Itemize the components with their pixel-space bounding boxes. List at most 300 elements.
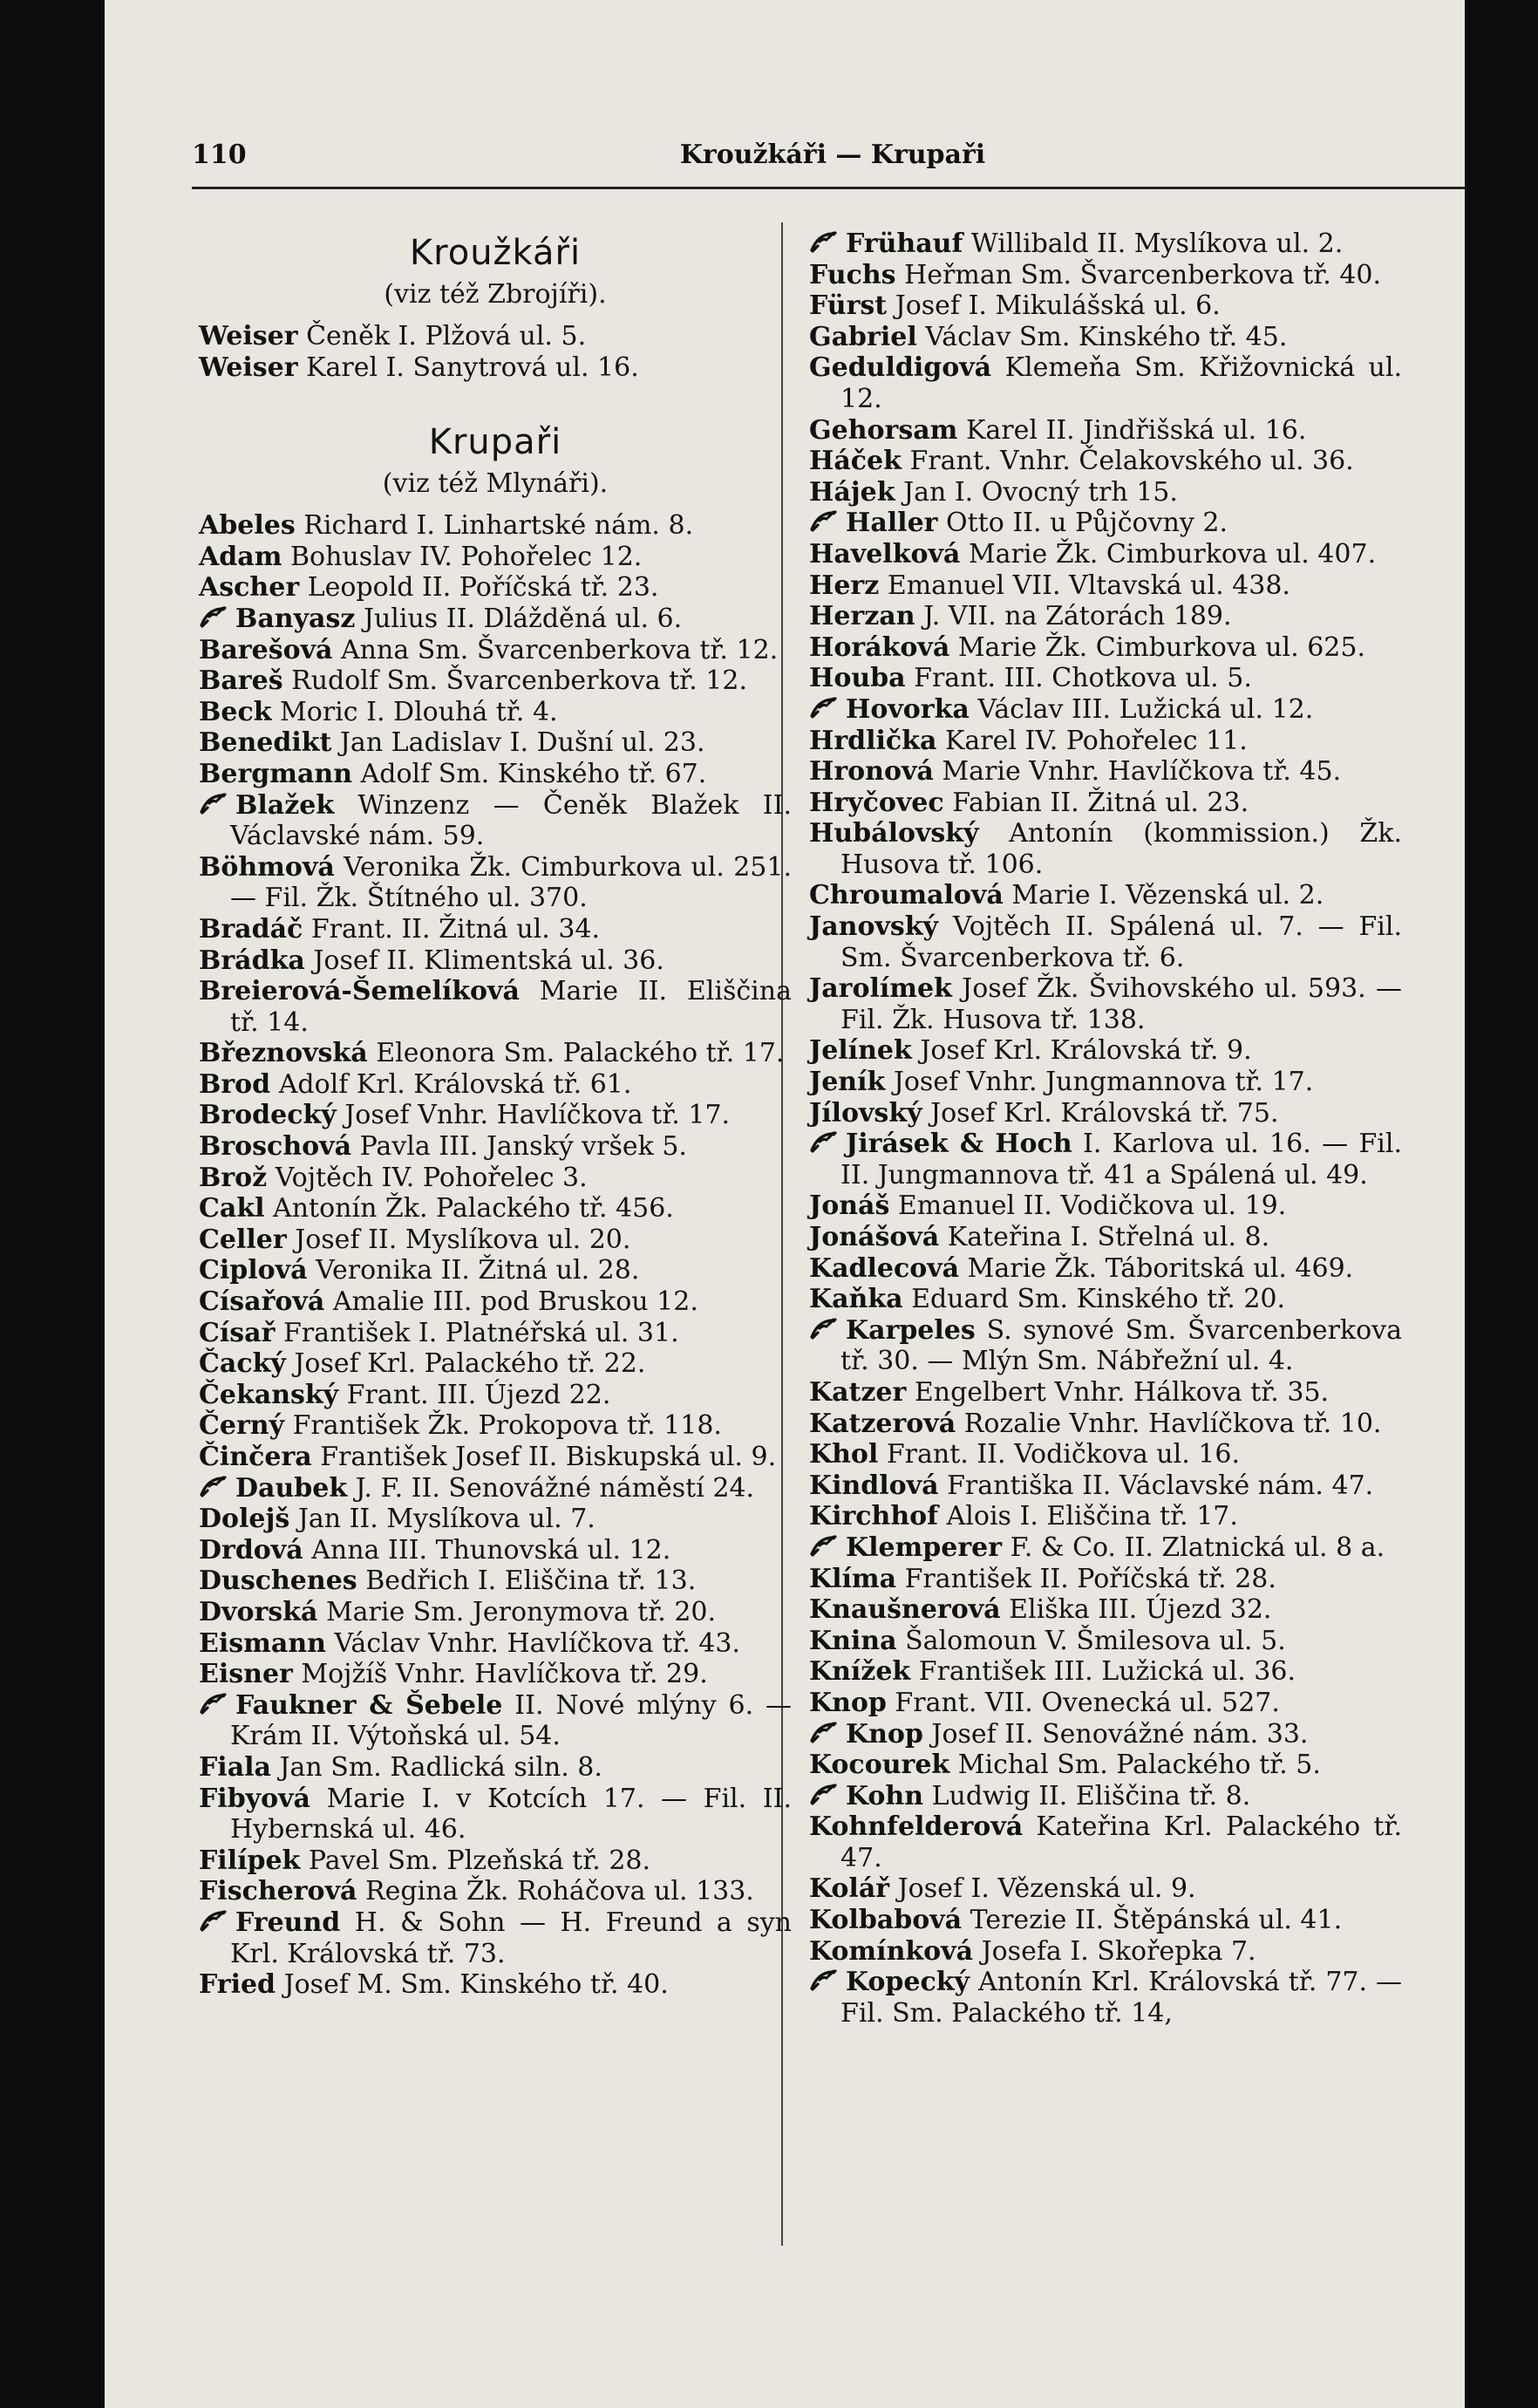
entry-name: Březnovská: [199, 1038, 368, 1069]
entry-name: Hovorka: [846, 693, 970, 725]
entry-name: Bergmann: [199, 758, 353, 789]
entry-name: Kirchhof: [809, 1501, 939, 1532]
entry-name: Hájek: [809, 476, 895, 508]
entry-address: Emanuel II. Vodičkova ul. 19.: [897, 1190, 1287, 1222]
entry-name: Kolář: [809, 1873, 890, 1905]
directory-entry: [199, 1255, 792, 1286]
entry-name: Geduldigová: [809, 352, 992, 384]
directory-entry: [199, 1535, 792, 1566]
telephone-icon: [199, 606, 228, 629]
entry-name: Herzan: [809, 601, 915, 632]
entry-address: Adolf Krl. Královská tř. 61.: [278, 1068, 632, 1100]
entry-name: Gabriel: [809, 321, 917, 352]
directory-entry: [809, 415, 1402, 447]
entry-address: H. & Sohn — H. Freund a syn Krl. Královská tř. 73.: [230, 1907, 792, 1969]
entry-name: Jonášová: [809, 1222, 940, 1252]
entry-name: Broschová: [199, 1131, 352, 1163]
entry-name: Fried: [199, 1969, 276, 2001]
entry-address: Ludwig II. Eliščina tř. 8.: [931, 1780, 1251, 1811]
right-column: [809, 229, 1402, 2029]
entry-address: Josef M. Sm. Kinského tř. 40.: [283, 1969, 669, 2001]
directory-entry: [809, 1750, 1402, 1781]
entry-address: Čeněk I. Plžová ul. 5.: [306, 321, 587, 351]
directory-entry: [809, 1253, 1402, 1285]
entry-address: Antonín Krl. Královská tř. 77. — Fil. Sm. Palackého tř. 14,: [840, 1967, 1402, 2029]
entry-address: Julius II. Dlážděná ul. 6.: [363, 603, 683, 634]
directory-entry: [199, 510, 792, 542]
directory-entry: [809, 1719, 1402, 1750]
entry-name: Brož: [199, 1162, 268, 1193]
left-column: [199, 229, 792, 2001]
entry-name: Chroumalová: [809, 880, 1004, 911]
entry-list-krouzkari: [199, 321, 792, 383]
directory-entry: [199, 759, 792, 790]
directory-entry: [199, 1038, 792, 1069]
entry-name: Dolejš: [199, 1504, 290, 1535]
directory-entry: [199, 1690, 792, 1752]
entry-name: Jílovský: [809, 1097, 922, 1129]
directory-entry: [199, 914, 792, 945]
directory-entry: [199, 635, 792, 666]
header-rule: [192, 187, 1465, 189]
entry-address: Marie I. Vězenská ul. 2.: [1011, 880, 1324, 911]
directory-entry: [809, 1532, 1402, 1564]
entry-address: Josef II. Klimentská ul. 36.: [313, 945, 664, 976]
entry-name: Brod: [199, 1068, 271, 1100]
directory-entry: [809, 756, 1402, 788]
entry-address: Vojtěch IV. Pohořelec 3.: [275, 1162, 588, 1193]
entry-name: Brodecký: [199, 1100, 337, 1131]
entry-address: Karel I. Sanytrová ul. 16.: [306, 351, 639, 383]
entry-address: Adolf Sm. Kinského tř. 67.: [360, 758, 707, 789]
directory-entry: [199, 697, 792, 728]
telephone-icon: [809, 510, 839, 533]
entry-name: Katzerová: [809, 1408, 956, 1439]
entry-address: Josef Žk. Švihovského ul. 593. — Fil. Žk. Husova tř. 138.: [840, 973, 1402, 1035]
entry-name: Jirásek & Hoch: [846, 1129, 1072, 1160]
directory-entry: [809, 229, 1402, 260]
entry-name: Freund: [235, 1907, 341, 1938]
entry-name: Kadlecová: [809, 1252, 960, 1284]
entry-name: Janovský: [809, 911, 938, 943]
directory-entry: [809, 1409, 1402, 1440]
entry-address: Otto II. u Půjčovny 2.: [946, 508, 1228, 539]
directory-entry: [199, 852, 792, 914]
entry-name: Čacký: [199, 1348, 286, 1380]
entry-address: Regina Žk. Roháčova ul. 133.: [364, 1876, 754, 1907]
entry-address: Emanuel VII. Vltavská ul. 438.: [887, 570, 1290, 601]
entry-address: Františka II. Václavské nám. 47.: [947, 1470, 1374, 1501]
entry-name: Fuchs: [809, 259, 896, 290]
directory-entry: [809, 601, 1402, 632]
directory-entry: [199, 976, 792, 1038]
telephone-icon: [199, 1476, 228, 1498]
directory-entry: [809, 788, 1402, 819]
directory-entry: [809, 1626, 1402, 1657]
entry-name: Jonáš: [809, 1190, 890, 1222]
entry-address: Anna Sm. Švarcenberkova tř. 12.: [341, 634, 779, 665]
entry-address: Frant. II. Žitná ul. 34.: [310, 913, 601, 945]
directory-entry: [199, 1069, 792, 1101]
entry-name: Hryčovec: [809, 787, 944, 818]
entry-name: Benedikt: [199, 727, 332, 759]
entry-name: Celler: [199, 1224, 287, 1255]
entry-address: Jan Sm. Radlická siln. 8.: [279, 1751, 602, 1783]
directory-entry: [199, 1100, 792, 1131]
directory-entry: [809, 1688, 1402, 1719]
directory-entry: [199, 1876, 792, 1907]
directory-entry: [199, 1659, 792, 1690]
entry-address: Antonín (kommission.) Žk. Husova tř. 106.: [840, 818, 1402, 880]
telephone-icon: [809, 1784, 839, 1806]
entry-name: Knížek: [809, 1656, 911, 1688]
entry-name: Kolbabová: [809, 1905, 963, 1936]
entry-name: Gehorsam: [809, 414, 958, 446]
entry-name: Kocourek: [809, 1750, 950, 1781]
entry-address: I. Karlova ul. 16. — Fil. II. Jungmannova tř. 41 a Spálená ul. 49.: [840, 1129, 1402, 1190]
directory-entry: [809, 1284, 1402, 1315]
telephone-icon: [809, 1131, 839, 1154]
section-note-krouzkari: (viz též Zbrojíři).: [384, 279, 607, 310]
directory-entry: [199, 1845, 792, 1877]
section-note-krupari: (viz též Mlynáři).: [382, 468, 609, 500]
entry-address: Terezie II. Štěpánská ul. 41.: [970, 1905, 1343, 1936]
directory-entry: [809, 1811, 1402, 1873]
directory-entry: [809, 1781, 1402, 1812]
page-header: [192, 140, 1465, 183]
directory-entry: [199, 1566, 792, 1597]
entry-name: Breierová-Šemelíková: [199, 976, 520, 1007]
entry-name: Ciplová: [199, 1255, 308, 1286]
entry-address: Jan Ladislav I. Dušní ul. 23.: [339, 727, 705, 759]
entry-name: Böhmová: [199, 851, 335, 883]
directory-entry: [809, 1873, 1402, 1905]
directory-entry: [809, 446, 1402, 477]
directory-entry: [199, 790, 792, 852]
directory-entry: [199, 1163, 792, 1194]
directory-entry: [809, 818, 1402, 880]
entry-name: Kindlová: [809, 1470, 939, 1501]
directory-entry: [809, 260, 1402, 291]
directory-entry: [809, 1377, 1402, 1409]
entry-address: František I. Platnéřská ul. 31.: [282, 1317, 679, 1348]
entry-address: Pavla III. Janský vršek 5.: [359, 1131, 687, 1163]
entry-name: Abeles: [199, 510, 296, 542]
directory-entry: [809, 880, 1402, 911]
directory-entry: [199, 1597, 792, 1628]
entry-name: Jeník: [809, 1067, 886, 1098]
directory-entry: [199, 665, 792, 697]
entry-name: Blažek: [235, 789, 335, 821]
entry-name: Činčera: [199, 1442, 312, 1472]
directory-entry: [199, 1752, 792, 1784]
directory-entry: [809, 1222, 1402, 1253]
entry-name: Fiala: [199, 1751, 271, 1783]
entry-name: Dvorská: [199, 1596, 318, 1627]
entry-address: Alois I. Eliščina tř. 17.: [946, 1501, 1238, 1532]
entry-name: Knaušnerová: [809, 1594, 1001, 1626]
directory-entry: [199, 1473, 792, 1504]
directory-entry: [199, 352, 792, 384]
entry-name: Jarolímek: [809, 973, 952, 1005]
entry-address: Marie Žk. Cimburkova ul. 407.: [968, 538, 1377, 570]
entry-name: Brádka: [199, 945, 305, 976]
directory-entry: [199, 1131, 792, 1163]
page: [105, 0, 1465, 2408]
directory-entry: [199, 542, 792, 573]
directory-entry: [199, 1442, 792, 1473]
telephone-icon: [809, 1535, 839, 1558]
entry-address: Josef Krl. Královská tř. 75.: [930, 1097, 1279, 1129]
entry-address: Josef Krl. Palackého tř. 22.: [294, 1348, 646, 1380]
entry-name: Hubálovský: [809, 818, 979, 849]
directory-entry: [809, 973, 1402, 1035]
entry-name: Duschenes: [199, 1566, 357, 1597]
entry-name: Kohnfelderová: [809, 1811, 1024, 1843]
directory-entry: [199, 1193, 792, 1224]
entry-name: Khol: [809, 1439, 879, 1470]
telephone-icon: [809, 1722, 839, 1744]
entry-name: Háček: [809, 446, 902, 477]
directory-entry: [809, 570, 1402, 602]
directory-entry: [809, 1470, 1402, 1502]
entry-address: Mojžíš Vnhr. Havlíčkova tř. 29.: [301, 1659, 708, 1690]
entry-address: Moric I. Dlouhá tř. 4.: [280, 696, 558, 727]
entry-name: Eisner: [199, 1659, 293, 1690]
entry-name: Karpeles: [846, 1314, 976, 1346]
entry-address: Willibald II. Myslíkova ul. 2.: [970, 229, 1344, 259]
telephone-icon: [199, 1693, 228, 1716]
entry-address: Josef Krl. Královská tř. 9.: [920, 1035, 1252, 1067]
entry-address: Klemeňa Sm. Křižovnická ul. 12.: [840, 352, 1402, 414]
entry-name: Katzer: [809, 1376, 907, 1408]
directory-entry: [199, 1380, 792, 1411]
directory-entry: [809, 1936, 1402, 1968]
directory-entry: [809, 322, 1402, 353]
entry-address: Josef Vnhr. Jungmannova tř. 17.: [893, 1067, 1314, 1098]
directory-entry: [199, 1348, 792, 1380]
directory-entry: [809, 1594, 1402, 1626]
entry-name: Knina: [809, 1625, 897, 1656]
entry-list-krupari: [199, 510, 792, 2001]
entry-name: Haller: [846, 508, 938, 539]
directory-entry: [809, 508, 1402, 539]
directory-entry: [809, 1098, 1402, 1129]
directory-entry: [809, 911, 1402, 973]
entry-address: Kateřina I. Střelná ul. 8.: [947, 1222, 1270, 1252]
directory-entry: [199, 572, 792, 604]
entry-address: Eleonora Sm. Palackého tř. 17.: [376, 1038, 785, 1069]
entry-name: Weiser: [199, 321, 298, 351]
entry-address: Fabian II. Žitná ul. 23.: [952, 787, 1249, 818]
entry-address: Josef Vnhr. Havlíčkova tř. 17.: [344, 1100, 731, 1131]
entry-address: František III. Lužická ul. 36.: [918, 1656, 1296, 1688]
entry-address: Veronika Žk. Cimburkova ul. 251. — Fil. Žk. Štítného ul. 370.: [230, 851, 792, 914]
directory-entry: [199, 1907, 792, 1969]
entry-name: Barešová: [199, 634, 333, 665]
directory-entry: [809, 1439, 1402, 1470]
directory-entry: [199, 321, 792, 352]
entry-name: Hronová: [809, 756, 934, 788]
telephone-icon: [809, 1969, 839, 1992]
entry-address: Winzenz — Čeněk Blažek II. Václavské nám. 59.: [230, 789, 792, 852]
directory-entry: [199, 1224, 792, 1256]
directory-entry: [809, 1190, 1402, 1222]
directory-entry: [809, 290, 1402, 322]
entry-address: Marie Žk. Táboritská ul. 469.: [967, 1252, 1354, 1284]
entry-name: Daubek: [235, 1472, 348, 1504]
directory-entry: [809, 1035, 1402, 1067]
entry-address: Richard I. Linhartské nám. 8.: [303, 510, 694, 542]
telephone-icon: [809, 1318, 839, 1340]
entry-address: Frant. III. Chotkova ul. 5.: [914, 663, 1252, 694]
entry-address: Pavel Sm. Plzeňská tř. 28.: [308, 1845, 651, 1876]
entry-address: Kateřina Krl. Palackého tř. 47.: [840, 1811, 1402, 1873]
directory-entry: [809, 539, 1402, 570]
entry-address: František Žk. Prokopova tř. 118.: [292, 1410, 722, 1442]
entry-address: Josef I. Mikulášská ul. 6.: [895, 290, 1221, 322]
directory-entry: [199, 1504, 792, 1535]
entry-name: Císař: [199, 1317, 276, 1348]
telephone-icon: [199, 793, 228, 815]
entry-name: Drdová: [199, 1534, 303, 1566]
entry-list-right: [809, 229, 1402, 2029]
entry-name: Cakl: [199, 1193, 265, 1224]
entry-address: Engelbert Vnhr. Hálkova tř. 35.: [914, 1376, 1330, 1408]
entry-name: Knop: [846, 1718, 923, 1750]
directory-entry: [199, 1784, 792, 1845]
directory-entry: [809, 1501, 1402, 1532]
entry-name: Klemperer: [846, 1531, 1003, 1563]
entry-address: Karel II. Jindřišská ul. 16.: [965, 414, 1307, 446]
entry-address: Marie II. Eliščina tř. 14.: [230, 976, 792, 1038]
directory-entry: [809, 726, 1402, 757]
directory-entry: [809, 663, 1402, 694]
entry-name: Filípek: [199, 1845, 301, 1876]
directory-entry: [809, 1129, 1402, 1190]
directory-entry: [809, 1564, 1402, 1595]
telephone-icon: [809, 697, 839, 720]
entry-name: Čekanský: [199, 1379, 339, 1410]
directory-entry: [809, 1967, 1402, 2029]
directory-entry: [199, 604, 792, 635]
entry-address: Eliška III. Újezd 32.: [1009, 1594, 1272, 1626]
entry-address: Rozalie Vnhr. Havlíčkova tř. 10.: [963, 1408, 1382, 1439]
entry-address: Šalomoun V. Šmilesova ul. 5.: [905, 1625, 1286, 1656]
entry-name: Kohn: [846, 1780, 924, 1811]
entry-address: Bohuslav IV. Pohořelec 12.: [289, 541, 643, 572]
entry-name: Fibyová: [199, 1783, 310, 1814]
entry-name: Císařová: [199, 1286, 325, 1318]
entry-name: Faukner & Šebele: [235, 1689, 503, 1721]
directory-entry: [199, 1318, 792, 1349]
entry-address: Josef I. Vězenská ul. 9.: [897, 1873, 1196, 1905]
entry-address: Leopold II. Poříčská tř. 23.: [307, 572, 659, 604]
entry-address: Vojtěch II. Spálená ul. 7. — Fil. Sm. Švarcenberkova tř. 6.: [840, 911, 1402, 973]
entry-name: Banyasz: [235, 603, 356, 634]
entry-name: Komínková: [809, 1935, 974, 1967]
entry-name: Hrdlička: [809, 725, 937, 756]
entry-address: Antonín Žk. Palackého tř. 456.: [273, 1193, 674, 1224]
entry-name: Bradáč: [199, 913, 303, 945]
directory-entry: [199, 1410, 792, 1442]
entry-name: Ascher: [199, 572, 300, 604]
entry-name: Fischerová: [199, 1876, 357, 1907]
entry-address: J. F. II. Senovážné náměstí 24.: [355, 1472, 755, 1504]
entry-name: Adam: [199, 541, 282, 572]
entry-name: Jelínek: [809, 1035, 912, 1067]
entry-address: Václav Sm. Kinského tř. 45.: [925, 321, 1288, 352]
entry-name: Eismann: [199, 1627, 326, 1659]
entry-address: Eduard Sm. Kinského tř. 20.: [911, 1284, 1286, 1315]
entry-address: Václav Vnhr. Havlíčkova tř. 43.: [334, 1627, 740, 1659]
directory-entry: [809, 632, 1402, 664]
entry-address: Heřman Sm. Švarcenberkova tř. 40.: [904, 259, 1382, 290]
section-title-krupari: Krupaři: [428, 422, 562, 463]
page-number: 110: [192, 140, 247, 170]
entry-address: Marie Sm. Jeronymova tř. 20.: [325, 1596, 717, 1627]
entry-address: Frant. III. Újezd 22.: [346, 1379, 611, 1410]
entry-address: Rudolf Sm. Švarcenberkova tř. 12.: [291, 665, 748, 697]
entry-address: Frant. Vnhr. Čelakovského ul. 36.: [909, 446, 1354, 477]
entry-address: Michal Sm. Palackého tř. 5.: [957, 1750, 1321, 1781]
entry-address: Václav III. Lužická ul. 12.: [977, 693, 1314, 725]
directory-entry: [809, 477, 1402, 508]
directory-entry: [809, 352, 1402, 414]
running-head: Kroužkáři — Krupaři: [679, 140, 986, 170]
entry-address: Marie Žk. Cimburkova ul. 625.: [957, 631, 1365, 663]
entry-name: Houba: [809, 663, 906, 694]
directory-entry: [199, 1286, 792, 1318]
directory-entry: [199, 727, 792, 759]
directory-entry: [199, 1969, 792, 2001]
entry-address: Josef II. Senovážné nám. 33.: [931, 1718, 1309, 1750]
directory-entry: [199, 1628, 792, 1660]
entry-name: Fürst: [809, 290, 888, 322]
entry-address: Bedřich I. Eliščina tř. 13.: [365, 1566, 697, 1597]
entry-name: Havelková: [809, 538, 961, 570]
entry-name: Herz: [809, 570, 880, 601]
entry-name: Horáková: [809, 631, 950, 663]
entry-address: Amalie III. pod Bruskou 12.: [332, 1286, 698, 1318]
directory-entry: [809, 1315, 1402, 1377]
entry-address: Marie Vnhr. Havlíčkova tř. 45.: [942, 756, 1342, 788]
entry-name: Beck: [199, 696, 272, 727]
entry-address: Frant. II. Vodičkova ul. 16.: [886, 1439, 1240, 1470]
telephone-icon: [199, 1910, 228, 1933]
entry-address: Frant. VII. Ovenecká ul. 527.: [895, 1687, 1280, 1718]
entry-address: Josefa I. Skořepka 7.: [981, 1935, 1256, 1967]
entry-address: Josef II. Myslíkova ul. 20.: [295, 1224, 631, 1255]
entry-name: Knop: [809, 1687, 887, 1718]
directory-entry: [809, 694, 1402, 726]
entry-name: Weiser: [199, 351, 298, 383]
entry-address: Jan I. Ovocný trh 15.: [903, 476, 1178, 508]
directory-entry: [809, 1905, 1402, 1936]
directory-entry: [199, 945, 792, 977]
entry-name: Frühauf: [846, 229, 963, 259]
entry-name: Kaňka: [809, 1284, 903, 1315]
entry-address: František Josef II. Biskupská ul. 9.: [320, 1442, 777, 1472]
entry-address: Jan II. Myslíkova ul. 7.: [297, 1504, 595, 1535]
section-title-krouzkari: Kroužkáři: [409, 233, 582, 273]
telephone-icon: [809, 231, 839, 254]
entry-address: J. VII. na Zátorách 189.: [923, 601, 1232, 632]
entry-name: Kopecký: [846, 1967, 970, 1998]
entry-name: Bareš: [199, 665, 283, 697]
entry-address: Marie I. v Kotcích 17. — Fil. II. Hybernská ul. 46.: [230, 1783, 792, 1845]
directory-entry: [809, 1067, 1402, 1098]
